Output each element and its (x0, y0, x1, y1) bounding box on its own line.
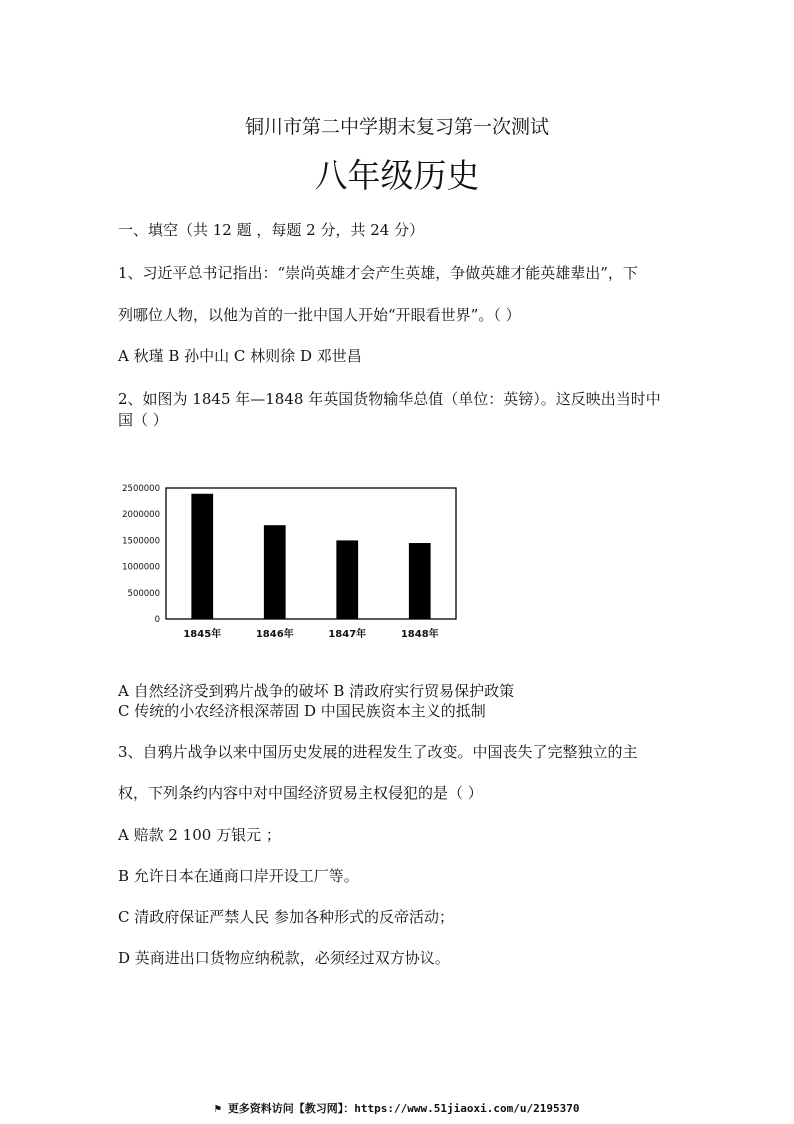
y-tick-label: 1500000 (122, 536, 160, 547)
q2-options-line2: C 传统的小农经济根深蒂固 D 中国民族资本主义的抵制 (118, 702, 486, 720)
bar (191, 494, 213, 619)
q3-option-d: D 英商进出口货物应纳税款，必须经过双方协议。 (118, 949, 450, 967)
x-tick-label: 1848年 (400, 629, 439, 640)
y-tick-label: 2000000 (122, 510, 160, 521)
q1-options: A 秋瑾 B 孙中山 C 林则徐 D 邓世昌 (118, 347, 362, 365)
trade-bar-chart (110, 474, 470, 644)
q3-option-a: A 赔款 2 100 万银元 ； (118, 826, 281, 844)
school-title: 铜川市第二中学期末复习第一次测试 (244, 116, 549, 138)
bar (336, 540, 358, 619)
q2-line2: 国（ ） (118, 411, 168, 429)
y-tick-label: 2500000 (122, 484, 160, 494)
y-tick-label: 1000000 (122, 562, 160, 573)
q1-line2: 列哪位人物，以他为首的一批中国人开始“开眼看世界”。（ ） (118, 306, 521, 324)
q1-line1: 1、习近平总书记指出：“崇尚英雄才会产生英雄，争做英雄才能英雄辈出”，下 (118, 264, 638, 282)
subject-title: 八年级历史 (314, 156, 480, 195)
q2-line1: 2、如图为 1845 年—1848 年英国货物输华总值（单位：英镑）。这反映出当时中 (118, 390, 661, 408)
y-tick-label: 500000 (127, 588, 160, 599)
q3-line1: 3、自鸦片战争以来中国历史发展的进程发生了改变。中国丧失了完整独立的主 (118, 743, 638, 761)
bar (264, 525, 286, 619)
section-heading: 一、填空（共 12 题 ，每题 2 分，共 24 分） (118, 221, 425, 239)
y-tick-label: 0 (154, 615, 160, 625)
x-tick-label: 1846年 (255, 629, 294, 640)
x-tick-label: 1845年 (183, 629, 222, 640)
bar (409, 543, 431, 619)
q2-options-line1: A 自然经济受到鸦片战争的破坏 B 清政府实行贸易保护政策 (118, 682, 515, 700)
footer (0, 1100, 794, 1116)
q3-option-b: B 允许日本在通商口岸开设工厂等。 (118, 867, 359, 885)
footer-link[interactable]: 更多资料访问【教习网】：https://www.51jiaoxi.com/u/2195370 (227, 1102, 580, 1115)
q3-line2: 权，下列条约内容中对中国经济贸易主权侵犯的是（ ） (118, 784, 483, 802)
q3-option-c: C 清政府保证严禁人民 参加各种形式的反帝活动； (118, 908, 455, 926)
flag-icon: ⚑ (214, 1102, 222, 1115)
x-tick-label: 1847年 (328, 629, 367, 640)
